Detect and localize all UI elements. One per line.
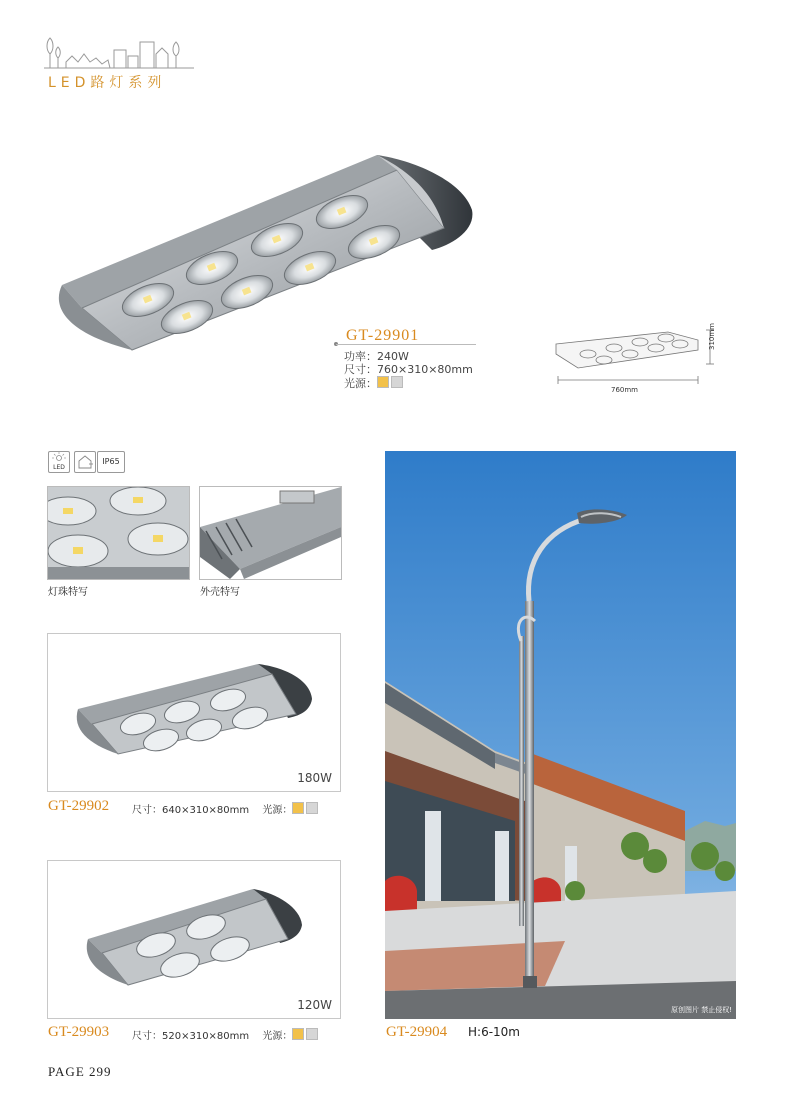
cool-light-swatch: [306, 1028, 318, 1040]
led-bead-closeup: [47, 486, 190, 580]
skyline-logo: [44, 34, 194, 70]
product-frame-120w: [47, 860, 341, 1019]
page-number: PAGE 299: [48, 1064, 112, 1079]
dim-height-label: 310mm: [708, 323, 716, 350]
led-street-lamp-120w-image: [48, 861, 340, 1018]
cool-light-swatch: [391, 376, 403, 388]
spec-29903: 尺寸：520×310×80mm 光源：: [132, 1027, 320, 1042]
shell-closeup: [199, 486, 342, 580]
wattage-180w: 180W: [297, 771, 332, 785]
watermark-text: 原创图片 禁止侵权!: [670, 1006, 732, 1014]
model-title-29902: GT-29902: [48, 798, 110, 814]
ip65-badge: IP65: [97, 451, 125, 473]
pole-height: H:6-10m: [468, 1025, 520, 1039]
model-title-29904: GT-29904: [386, 1024, 448, 1040]
street-lamp-photo: [385, 451, 736, 1019]
cool-light-swatch: [306, 802, 318, 814]
dim-width-label: 760mm: [611, 386, 638, 394]
warm-light-swatch: [292, 802, 304, 814]
dimension-drawing: [548, 322, 728, 397]
size-spec: 尺寸：760×310×80mm: [344, 363, 473, 376]
light-source-spec: 光源：: [344, 376, 405, 391]
model-title-main: GT-29901: [346, 327, 420, 344]
warm-light-swatch: [292, 1028, 304, 1040]
caption-led-bead: 灯珠特写: [48, 587, 88, 598]
led-street-lamp-240w-image: [52, 150, 477, 355]
led-sun-icon: LED: [48, 451, 70, 473]
product-frame-180w: [47, 633, 341, 792]
led-street-lamp-180w-image: [48, 634, 340, 791]
caption-shell: 外壳特写: [200, 587, 240, 598]
power-spec: 功率：240W: [344, 350, 409, 363]
spec-29902: 尺寸：640×310×80mm 光源：: [132, 801, 320, 816]
house-icon: [74, 451, 96, 473]
warm-light-swatch: [377, 376, 389, 388]
title-rule: [336, 344, 476, 345]
wattage-120w: 120W: [297, 998, 332, 1012]
series-title: LED路灯系列: [48, 75, 167, 91]
model-title-29903: GT-29903: [48, 1024, 110, 1040]
